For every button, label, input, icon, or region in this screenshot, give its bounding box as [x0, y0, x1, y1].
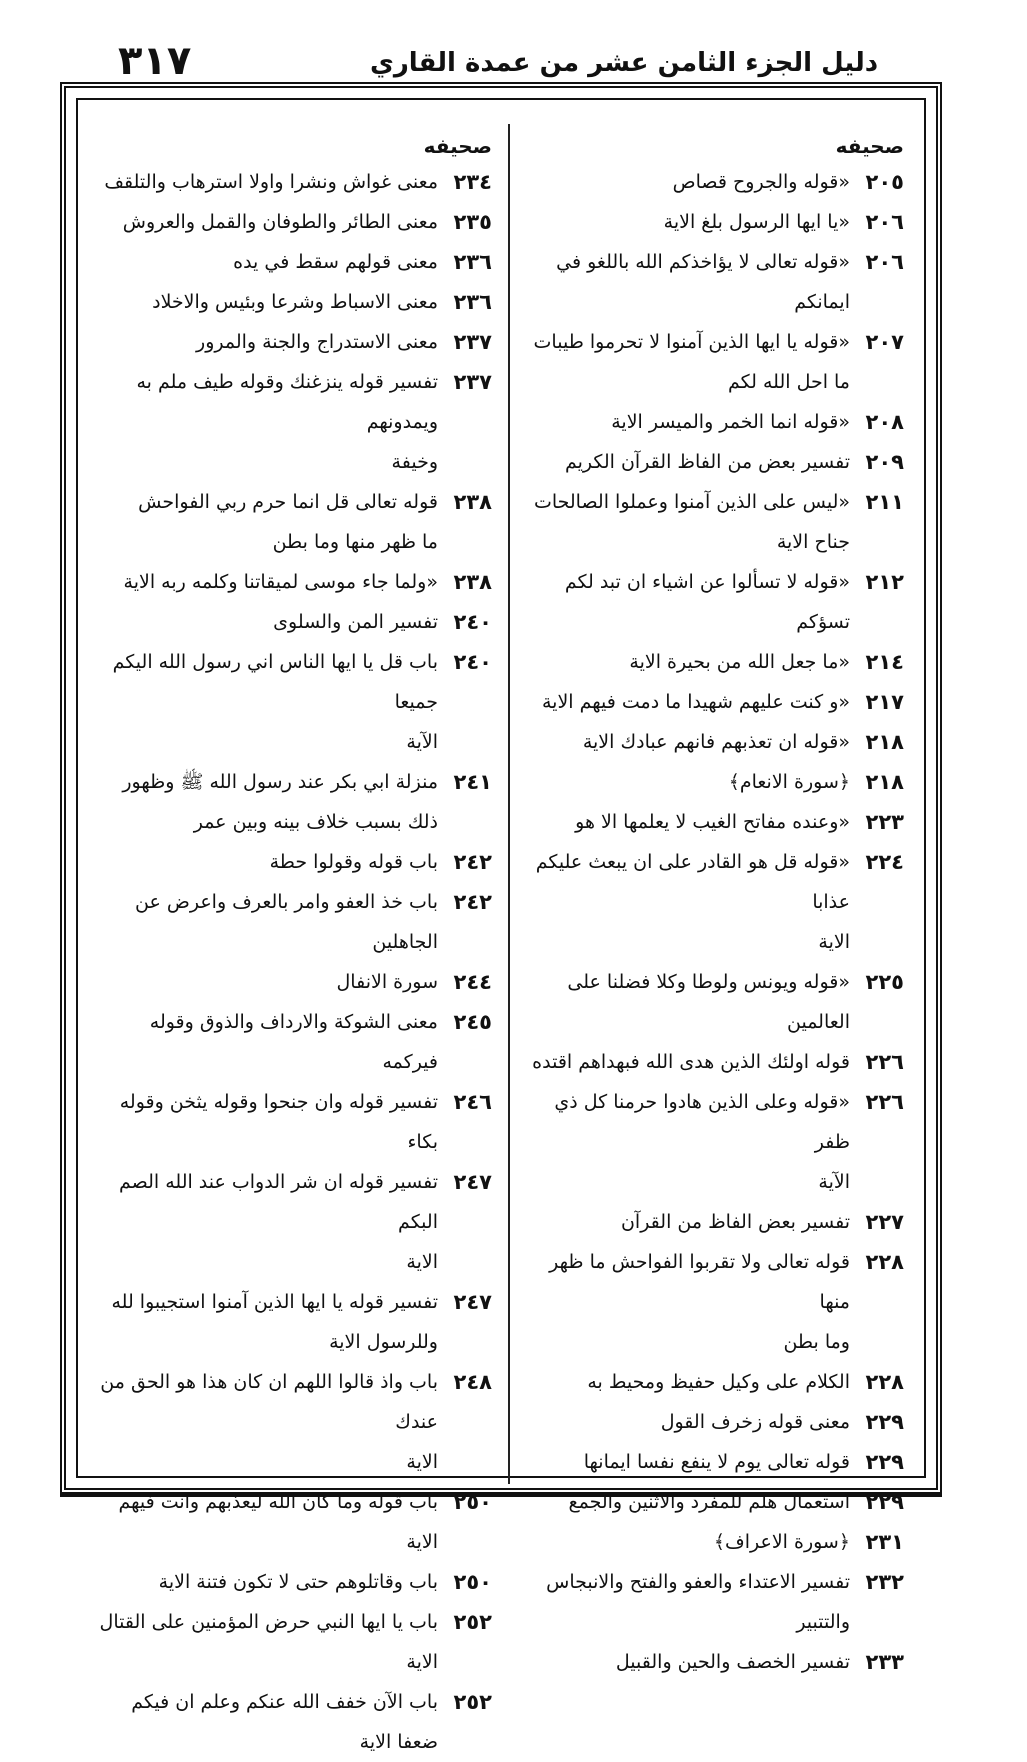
entry-page-number: ٢١٤: [865, 650, 904, 674]
entry-title: [515, 682, 850, 722]
entry-page-number: ٢١٧: [865, 690, 904, 714]
entry-title-text: «قوله لا تسألوا عن اشياء ان تبد لكم تسؤكم: [564, 571, 850, 633]
entry-title-continuation: الآية: [406, 731, 438, 753]
entry-page-number: ٢٤٢: [453, 890, 492, 914]
entry-title-text: منزلة ابي بكر عند رسول الله ﷺ وظهور: [122, 771, 438, 793]
entry-page-number: ٢٥٢: [453, 1610, 492, 1634]
entry-title-text: باب قل يا ايها الناس اني رسول الله اليكم جميعا: [112, 651, 438, 713]
entry-page-number: ٢١٨: [865, 730, 904, 754]
footer-rule: [60, 1494, 942, 1497]
entry-page-number: ٢٤٧: [453, 1170, 492, 1194]
entry-title: [90, 602, 438, 642]
entry-page-number: ٢٢٨: [865, 1370, 904, 1394]
entry-page-number: ٢٤٥: [453, 1010, 492, 1034]
entry-title: [515, 1242, 850, 1362]
index-entry: [515, 762, 910, 802]
entry-title-text: «ولما جاء موسى لميقاتنا وكلمه ربه الاية: [123, 571, 438, 593]
entry-page-number: ٢٤٠: [453, 650, 492, 674]
entry-title-text: معنى قوله زخرف القول: [660, 1411, 850, 1433]
index-entry: [515, 162, 910, 202]
index-entry: [515, 402, 910, 442]
entry-page-number: ٢٢٦: [865, 1050, 904, 1074]
entry-title-text: «ما جعل الله من بحيرة الاية: [629, 651, 850, 673]
entry-title-text: معنى الاستدراج والجنة والمرور: [196, 331, 438, 353]
index-entry: [515, 242, 910, 322]
entry-title: [90, 642, 438, 762]
entry-title-text: سورة الانفال: [336, 971, 438, 993]
entry-page-number: ٢٣٦: [453, 290, 492, 314]
entry-title-text: «قوله قل هو القادر على ان يبعث عليكم عذابا: [535, 851, 850, 913]
index-entry: [90, 562, 498, 602]
entry-title-text: تفسير بعض الفاظ من القرآن: [620, 1211, 850, 1233]
entry-title: [90, 1082, 438, 1162]
entry-title-text: قوله تعالى يوم لا ينفع نفسا ايمانها: [583, 1451, 850, 1473]
entry-page-number: ٢٢٧: [865, 1210, 904, 1234]
index-entry: [90, 282, 498, 322]
index-entry: [515, 1042, 910, 1082]
entry-title-text: باب قوله وقولوا حطة: [269, 851, 438, 873]
index-entry: [90, 202, 498, 242]
entry-page-number: ٢٣٧: [453, 330, 492, 354]
index-entry: [515, 1562, 910, 1642]
running-title: دليل الجزء الثامن عشر من عمدة القاري: [370, 48, 879, 78]
index-entry: [90, 362, 498, 482]
entry-page-number: ٢٣١: [865, 1530, 904, 1554]
entry-page-number: ٢٣٨: [453, 570, 492, 594]
entry-title: [515, 1642, 850, 1682]
entry-title-text: تفسير قوله ان شر الدواب عند الله الصم البكم: [118, 1171, 438, 1233]
entry-title-text: باب الآن خفف الله عنكم وعلم ان فيكم ضعفا الاية: [131, 1691, 438, 1753]
entry-title: [515, 442, 850, 482]
entry-title: [515, 1442, 850, 1482]
entry-title-text: قوله تعالى قل انما حرم ربي الفواحش: [138, 491, 438, 513]
index-entry: [90, 1082, 498, 1162]
index-column-right: [515, 130, 910, 1682]
entry-title-text: باب خذ العفو وامر بالعرف واعرض عن: [135, 891, 438, 913]
entry-page-number: ٢٠٦: [865, 250, 904, 274]
entry-title-text: تفسير بعض من الفاظ القرآن الكريم: [564, 451, 850, 473]
entry-title-text: «قوله ان تعذبهم فانهم عبادك الاية: [582, 731, 850, 753]
entry-page-number: ٢٠٧: [865, 330, 904, 354]
page-number: ٣١٧: [118, 38, 192, 84]
entry-page-number: ٢٢٩: [865, 1490, 904, 1514]
index-entry: [90, 482, 498, 562]
entry-title-text: قوله تعالى ولا تقربوا الفواحش ما ظهر منها: [549, 1251, 850, 1313]
index-entry: [515, 722, 910, 762]
index-entry: [515, 1242, 910, 1362]
index-entry: [90, 842, 498, 882]
entry-page-number: ٢٤٨: [453, 1370, 492, 1394]
entry-title-continuation: ذلك بسبب خلاف بينه وبين عمر: [193, 811, 438, 833]
entry-title-text: باب يا ايها النبي حرض المؤمنين على القتال الاية: [99, 1611, 438, 1673]
entry-page-number: ٢٥٠: [453, 1490, 492, 1514]
index-entry: [515, 1522, 910, 1562]
entry-title: [515, 1202, 850, 1242]
entry-title: [90, 1682, 438, 1762]
entry-title: [515, 1402, 850, 1442]
entry-title: [90, 1282, 438, 1362]
entry-title: [515, 1562, 850, 1642]
index-entry: [515, 1402, 910, 1442]
entry-title: [515, 962, 850, 1042]
entry-title-text: «قوله تعالى لا يؤاخذكم الله باللغو في ايمانكم: [556, 251, 850, 313]
entry-page-number: ٢٥٠: [453, 1570, 492, 1594]
entry-page-number: ٢٣٤: [453, 170, 492, 194]
entry-title-continuation: الاية: [406, 1451, 438, 1473]
entry-page-number: ٢٠٥: [865, 170, 904, 194]
entry-title-text: تفسير قوله ينزغنك وقوله طيف ملم به ويمدونهم: [136, 371, 438, 433]
entry-title-text: «وعنده مفاتح الغيب لا يعلمها الا هو: [575, 811, 850, 833]
entry-page-number: ٢٣٨: [453, 490, 492, 514]
entry-title: [515, 1042, 850, 1082]
index-entry: [515, 562, 910, 642]
entry-page-number: ٢٢٦: [865, 1090, 904, 1114]
entry-title: [90, 1002, 438, 1082]
index-entry: [515, 482, 910, 562]
entry-page-number: ٢٣٢: [865, 1570, 904, 1594]
entry-page-number: ٢٣٧: [453, 370, 492, 394]
entry-title-continuation: ما احل الله لكم: [728, 371, 850, 393]
index-entry: [90, 1362, 498, 1482]
entry-title-continuation: بكاء: [407, 1131, 438, 1153]
entry-title-continuation: والتتبير: [796, 1611, 850, 1633]
index-entry: [90, 242, 498, 282]
entry-title-text: تفسير الاعتداء والعفو والفتح والانبجاس: [546, 1571, 850, 1593]
entry-page-number: ٢١١: [865, 490, 904, 514]
entry-title-text: معنى الطائر والطوفان والقمل والعروش: [122, 211, 438, 233]
entry-title-text: ﴿سورة الانعام﴾: [728, 771, 850, 793]
entry-title: [515, 562, 850, 642]
entry-title: [515, 482, 850, 562]
entry-title-text: «ليس على الذين آمنوا وعملوا الصالحات: [533, 491, 850, 513]
entry-title-text: «قوله والجروح قصاص: [672, 171, 850, 193]
entry-page-number: ٢٢٥: [865, 970, 904, 994]
entry-title: [90, 962, 438, 1002]
entry-title: [515, 402, 850, 442]
entry-title-text: استعمال هلم للمفرد والاثنين والجمع: [568, 1491, 850, 1513]
entry-title: [90, 282, 438, 322]
entry-title: [90, 1362, 438, 1482]
entry-title-continuation: وخيفة: [391, 451, 438, 473]
entry-title-continuation: جناح الاية: [776, 531, 850, 553]
entry-title-text: تفسير المن والسلوى: [273, 611, 438, 633]
entry-page-number: ٢٠٨: [865, 410, 904, 434]
index-entry: [90, 882, 498, 962]
index-entry: [515, 962, 910, 1042]
entry-title-text: «قوله ويونس ولوطا وكلا فضلنا على العالمين: [567, 971, 850, 1033]
index-entry: [90, 1282, 498, 1362]
index-entry: [515, 322, 910, 402]
index-entry: [90, 642, 498, 762]
index-entry: [90, 602, 498, 642]
column-heading: صحيفه: [423, 134, 492, 158]
index-entry: [90, 1562, 498, 1602]
entry-title: [90, 842, 438, 882]
entry-title: [90, 482, 438, 562]
index-entry: [515, 442, 910, 482]
entry-page-number: ٢٢٩: [865, 1450, 904, 1474]
index-column-left: [90, 130, 498, 1762]
entry-title-text: معنى الاسباط وشرعا وبئيس والاخلاد: [152, 291, 438, 313]
entry-title: [515, 162, 850, 202]
entry-title: [515, 1482, 850, 1522]
index-entry: [90, 162, 498, 202]
entry-title-continuation: وللرسول الاية: [329, 1331, 438, 1353]
entry-title-text: معنى غواش ونشرا واولا استرهاب والتلقف: [104, 171, 438, 193]
entry-page-number: ٢٠٩: [865, 450, 904, 474]
entry-title-continuation: الاية: [818, 931, 850, 953]
entry-title-text: «قوله انما الخمر والميسر الاية: [611, 411, 850, 433]
entry-title-text: «قوله وعلى الذين هادوا حرمنا كل ذي ظفر: [554, 1091, 850, 1153]
entry-title-text: «يا ايها الرسول بلغ الاية: [663, 211, 850, 233]
entry-title: [90, 162, 438, 202]
entry-page-number: ٢٢٩: [865, 1410, 904, 1434]
index-entry: [515, 1082, 910, 1202]
index-entry: [90, 962, 498, 1002]
entry-title-text: باب وقاتلوهم حتى لا تكون فتنة الاية: [158, 1571, 438, 1593]
entry-title: [515, 842, 850, 962]
entry-title: [515, 1522, 850, 1562]
index-entry: [90, 1682, 498, 1762]
entry-page-number: ٢٤٤: [453, 970, 492, 994]
index-entry: [90, 1602, 498, 1682]
entry-page-number: ٢٠٦: [865, 210, 904, 234]
entry-page-number: ٢٤٧: [453, 1290, 492, 1314]
entry-page-number: ٢٤١: [453, 770, 492, 794]
entry-page-number: ٢٤٦: [453, 1090, 492, 1114]
index-entry: [515, 1202, 910, 1242]
entry-title: [90, 242, 438, 282]
entry-title-text: تفسير قوله يا ايها الذين آمنوا استجيبوا لله: [111, 1291, 438, 1313]
index-entry: [515, 1442, 910, 1482]
entry-title: [515, 1362, 850, 1402]
entry-page-number: ٢٣٣: [865, 1650, 904, 1674]
entry-page-number: ٢٣٥: [453, 210, 492, 234]
entry-page-number: ٢٤٢: [453, 850, 492, 874]
entry-page-number: ٢٣٦: [453, 250, 492, 274]
entry-title: [515, 762, 850, 802]
entry-title-text: باب قوله وما كان الله ليعذبهم وانت فيهم الاية: [118, 1491, 438, 1553]
entry-title-continuation: وما بطن: [783, 1331, 850, 1353]
entry-title-text: باب واذ قالوا اللهم ان كان هذا هو الحق من عندك: [100, 1371, 438, 1433]
entry-title: [90, 1602, 438, 1682]
entry-title-text: «قوله يا ايها الذين آمنوا لا تحرموا طيبات: [533, 331, 850, 353]
entry-title: [515, 722, 850, 762]
entry-page-number: ٢٢٣: [865, 810, 904, 834]
index-list-left: [90, 162, 498, 1762]
entry-title: [515, 642, 850, 682]
column-divider: [508, 124, 510, 1484]
index-entry: [515, 842, 910, 962]
entry-title-text: «و كنت عليهم شهيدا ما دمت فيهم الاية: [541, 691, 850, 713]
index-entry: [515, 202, 910, 242]
index-entry: [90, 1162, 498, 1282]
index-entry: [515, 802, 910, 842]
entry-title-continuation: الآية: [818, 1171, 850, 1193]
entry-title-continuation: الجاهلين: [372, 931, 438, 953]
entry-title: [90, 762, 438, 842]
entry-title: [90, 202, 438, 242]
index-entry: [515, 682, 910, 722]
entry-title: [515, 322, 850, 402]
entry-page-number: ٢٢٤: [865, 850, 904, 874]
index-entry: [90, 1002, 498, 1082]
index-entry: [90, 762, 498, 842]
entry-title: [90, 1162, 438, 1282]
index-entry: [515, 642, 910, 682]
column-heading: صحيفه: [835, 134, 904, 158]
index-entry: [515, 1362, 910, 1402]
entry-title: [515, 242, 850, 322]
entry-title-text: الكلام على وكيل حفيظ ومحيط به: [587, 1371, 850, 1393]
entry-title-continuation: الاية: [406, 1251, 438, 1273]
entry-title-text: تفسير الخصف والحين والقبيل: [615, 1651, 850, 1673]
entry-title-text: تفسير قوله وان جنحوا وقوله يثخن وقوله: [119, 1091, 438, 1113]
entry-title: [515, 802, 850, 842]
entry-page-number: ٢٤٠: [453, 610, 492, 634]
entry-title: [90, 362, 438, 482]
entry-page-number: ٢١٢: [865, 570, 904, 594]
index-entry: [515, 1482, 910, 1522]
entry-page-number: ٢١٨: [865, 770, 904, 794]
entry-title-continuation: ما ظهر منها وما بطن: [272, 531, 438, 553]
entry-title: [515, 1082, 850, 1202]
entry-title: [515, 202, 850, 242]
entry-title-text: قوله اولئك الذين هدى الله فبهداهم اقتده: [532, 1051, 850, 1073]
entry-page-number: ٢٢٨: [865, 1250, 904, 1274]
entry-title-text: معنى الشوكة والارداف والذوق وقوله فيركمه: [149, 1011, 438, 1073]
entry-title: [90, 322, 438, 362]
index-entry: [515, 1642, 910, 1682]
entry-title-text: ﴿سورة الاعراف﴾: [713, 1531, 850, 1553]
entry-page-number: ٢٥٢: [453, 1690, 492, 1714]
index-list-right: [515, 162, 910, 1682]
entry-title: [90, 562, 438, 602]
entry-title: [90, 882, 438, 962]
entry-title-text: معنى قولهم سقط في يده: [233, 251, 438, 273]
index-entry: [90, 322, 498, 362]
entry-title: [90, 1562, 438, 1602]
